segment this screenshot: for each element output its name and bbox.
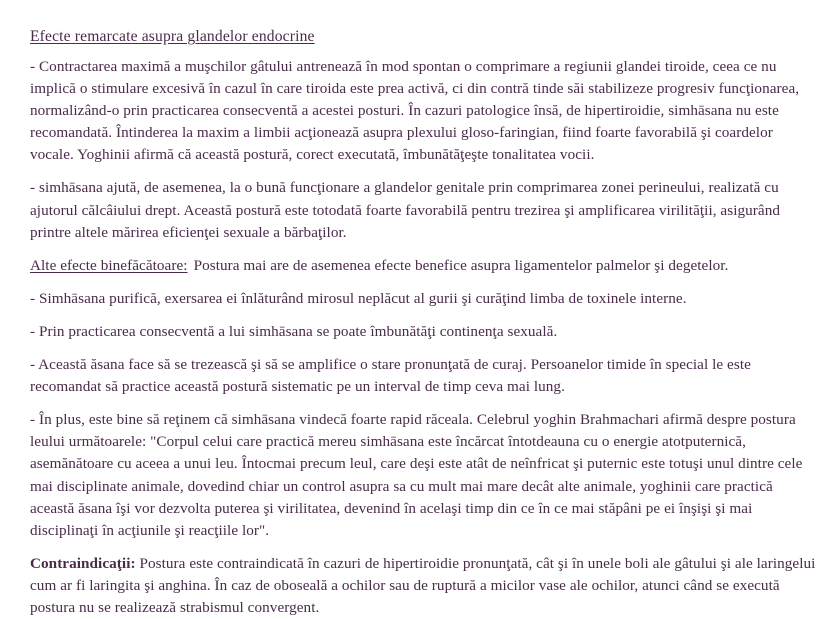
paragraph-courage: - Această ăsana face să se trezească şi să se amplifice o stare pronunţată de curaj. Persoanelor timide în special le este recomandat să practice această postură sistematic pe un interval de timp ceva mai lung. xyxy=(30,356,751,396)
subheading-other-benefits: Alte efecte binefăcătoare: xyxy=(30,256,188,274)
paragraph-contraindications-text: Postura este contraindicată în cazuri de hipertiroidie pronunţată, cât şi în unele boli ale gâtului şi ale laringelui cum ar fi laringita şi anghina. În caz de oboseală a ochilor sau de ruptură a micilor vase ale ochilor, atunci când se execută postura nu se realizează strabismul convergent. xyxy=(30,554,816,616)
paragraph-contraindications xyxy=(30,553,816,619)
paragraph-purify: - Simhāsana purifică, exersarea ei înlăturând mirosul neplăcut al gurii şi curăţind limba de toxinele interne. xyxy=(30,289,687,307)
page-title: Efecte remarcate asupra glandelor endocrine xyxy=(30,28,315,45)
paragraph-thyroid-compression: - Contractarea maximă a muşchilor gâtului antrenează în mod spontan o comprimare a regiunii glandei tiroide, ceea ce nu implică o stimulare excesivă în cazul în care tiroida este prea activă, ci din contră tinde săi stabilizeze progresiv funcţionarea, normalizând-o prin practicarea consecventă a acestei posturi. În cazuri patologice însă, de hipertiroidie, simhāsana nu este recomandată. Întinderea la maxim a limbii acţionează asupra plexului gloso-faringian, fiind foarte favorabilă şi coardelor vocale. Yoghinii afirmă că această postură, corect executată, îmbunătăţeşte tonalitatea vocii. xyxy=(30,58,800,164)
paragraph-brahmachari-quote: - În plus, este bine să reţinem că simhāsana vindecă foarte rapid răceala. Celebrul yoghin Brahmachari afirmă despre postura leului următoarele: "Corpul celui care practică mereu simhāsana este încărcat întotdeauna cu o energie atotputernică, asemănătoare cu aceea a unui leu. Întocmai precum leul, care deşi este atât de neînfricat şi puternic este totuşi unul dintre cele mai disciplinate animale, dovedind chiar un control asupra sa cu mult mai mare decât alte animale, yoghinii care practică această ăsana îşi vor dezvolta puterea şi virilitatea, devenind în acelaşi timp din ce în ce mai stăpâni pe ei înşişi şi mai disciplinaţi în acţiunile şi reacţiile lor". xyxy=(30,411,803,539)
paragraph-continence: - Prin practicarea consecventă a lui simhāsana se poate îmbunătăţi continenţa sexuală. xyxy=(30,322,558,340)
paragraph-genital-glands: - simhāsana ajută, de asemenea, la o bună funcţionare a glandelor genitale prin comprimarea zonei perineului, realizată cu ajutorul călcâiului drept. Această postură este totodată foarte favorabilă pentru trezirea şi amplificarea virilităţii, asigurând printre altele mărirea eficienţei sexuale a bărbaţilor. xyxy=(30,179,781,241)
contraindications-label: Contraindicaţii: xyxy=(30,554,136,572)
paragraph-other-benefits xyxy=(30,255,816,277)
paragraph-other-benefits-text: Postura mai are de asemenea efecte benefice asupra ligamentelor palmelor şi degetelor. xyxy=(193,256,729,274)
